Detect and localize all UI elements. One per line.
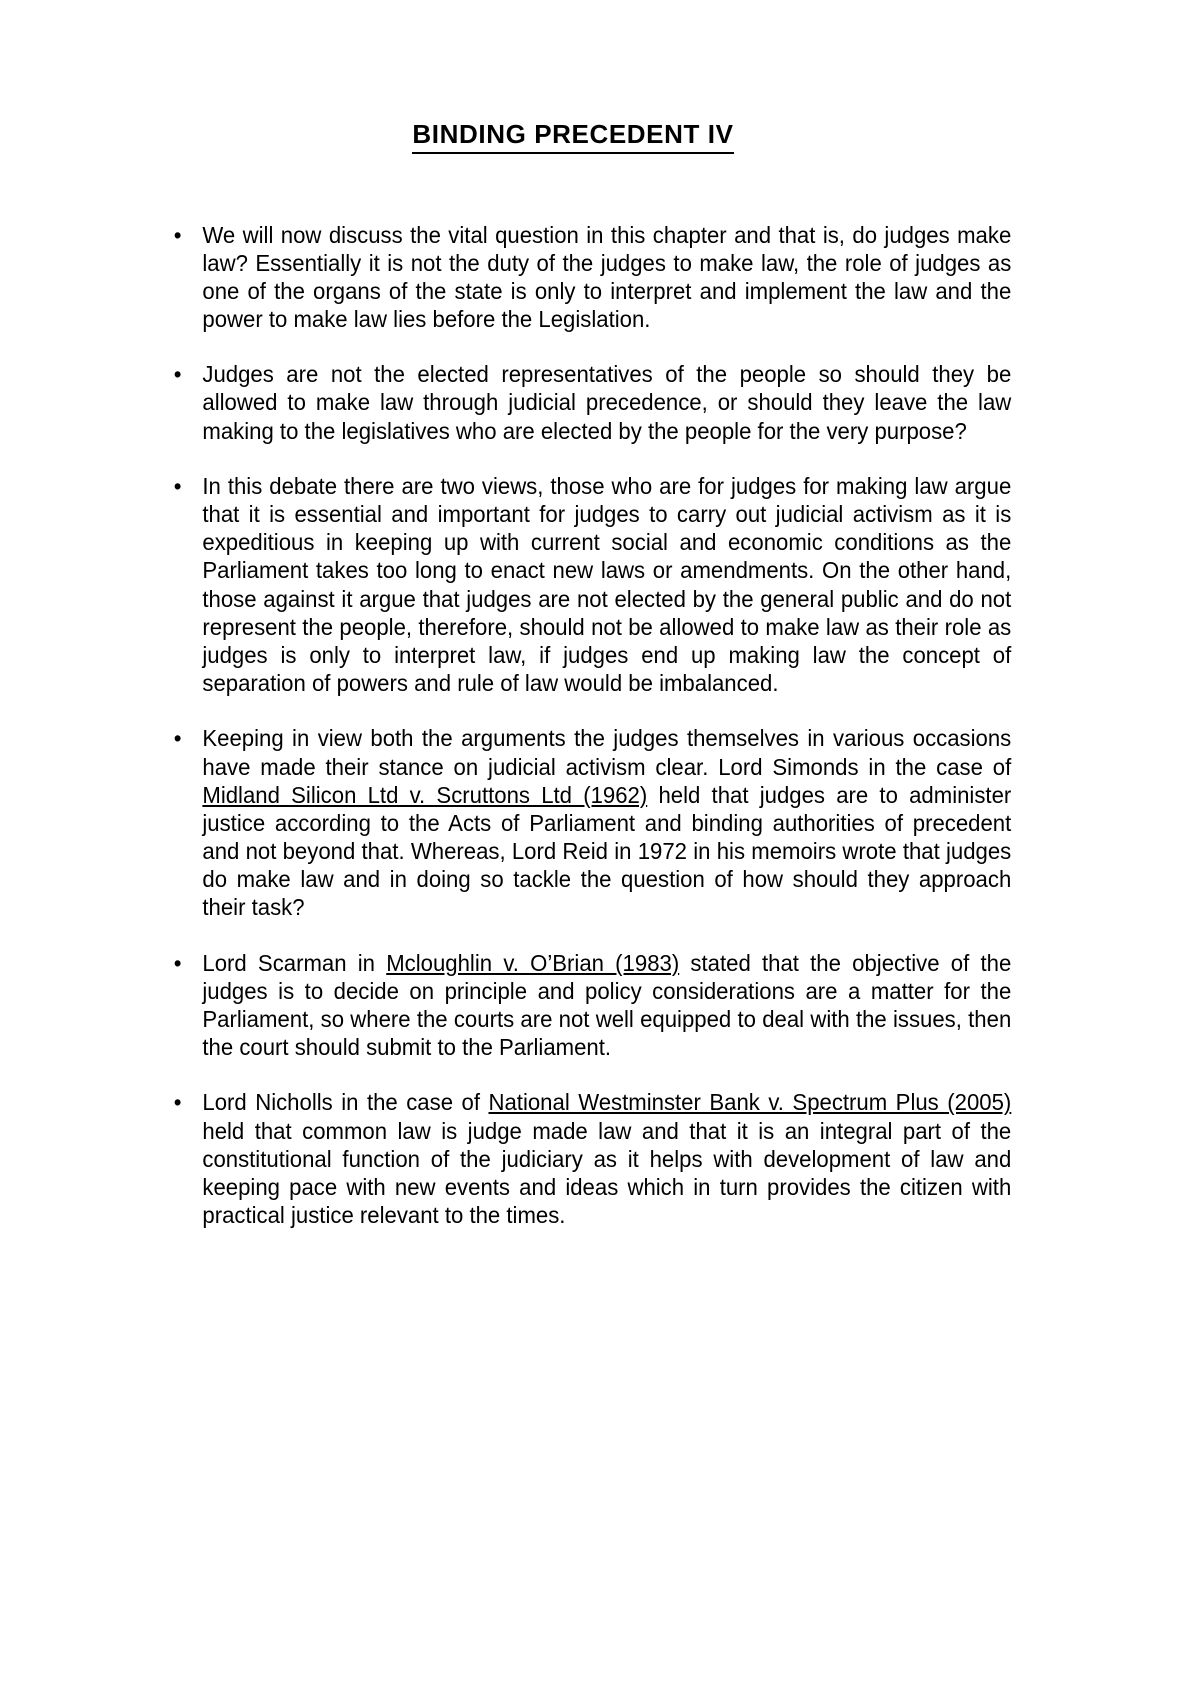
paragraph-text-before: Lord Nicholls in the case of xyxy=(202,1089,489,1116)
document-body xyxy=(168,118,1012,1229)
list-item xyxy=(168,472,1011,698)
list-item xyxy=(168,1088,1011,1229)
page-title-text: BINDING PRECEDENT IV xyxy=(412,118,733,154)
paragraph-text: Judges are not the elected representatives of the people so should they be allowed to make law through judicial precedence, or should they leave the law making to the legislatives who are elected by the people for the very purpose? xyxy=(202,361,1012,444)
paragraph-text-after: stated that the objective of the judges is to decide on principle and policy considerations are a matter for the Parliament, so where the courts are not well equipped to deal with the issues, then the court should submit to the Parliament. xyxy=(202,949,1012,1061)
paragraph-text: In this debate there are two views, those who are for judges for making law argue that it is essential and important for judges to carry out judicial activism as it is expeditious in keeping up with current social and economic conditions as the Parliament takes too long to enact new laws or amendments. On the other hand, those against it argue that judges are not elected by the general public and do not represent the people, therefore, should not be allowed to make law as their role as judges is only to interpret law, if judges end up making law the concept of separation of powers and rule of law would be imbalanced. xyxy=(202,472,1012,697)
bullet-icon: • xyxy=(173,221,182,248)
paragraph-text-before: Keeping in view both the arguments the judges themselves in various occasions have made their stance on judicial activism clear. Lord Simonds in the case of xyxy=(202,725,1012,780)
paragraph-text: We will now discuss the vital question in this chapter and that is, do judges make law? Essentially it is not the duty of the judges to make law, the role of judges as one of the organs of the state is only to interpret and implement the law and the power to make law lies before the Legislation. xyxy=(202,221,1012,333)
bullet-icon: • xyxy=(173,725,182,752)
list-item xyxy=(168,360,1011,445)
paragraph-text-after: held that judges are to administer justice according to the Acts of Parliament and binding authorities of precedent and not beyond that. Whereas, Lord Reid in 1972 in his memoirs wrote that judges do make law and in doing so tackle the question of how should they approach their task? xyxy=(202,781,1012,921)
list-item xyxy=(168,221,1011,334)
bullet-icon: • xyxy=(173,361,182,388)
page-title xyxy=(168,118,978,155)
bullet-list xyxy=(168,221,1012,1230)
paragraph-text-before: Lord Scarman in xyxy=(202,949,387,976)
case-citation: Midland Silicon Ltd v. Scruttons Ltd (1962) xyxy=(202,781,648,808)
paragraph-text xyxy=(202,1088,1011,1229)
list-item xyxy=(168,724,1011,921)
bullet-icon: • xyxy=(173,949,182,976)
paragraph-text-after: held that common law is judge made law and that it is an integral part of the constitutional function of the judiciary as it helps with development of law and keeping pace with new events and ideas which in turn provides the citizen with practical justice relevant to the times. xyxy=(202,1117,1012,1229)
bullet-icon: • xyxy=(173,472,182,499)
case-citation: National Westminster Bank v. Spectrum Plus (2005) xyxy=(488,1089,1012,1116)
paragraph-text xyxy=(202,949,1011,1062)
case-citation: Mcloughlin v. O’Brian (1983) xyxy=(386,949,680,976)
list-item xyxy=(168,949,1011,1062)
bullet-icon: • xyxy=(173,1089,182,1116)
title-spacer xyxy=(168,169,978,221)
paragraph-text xyxy=(202,724,1011,921)
